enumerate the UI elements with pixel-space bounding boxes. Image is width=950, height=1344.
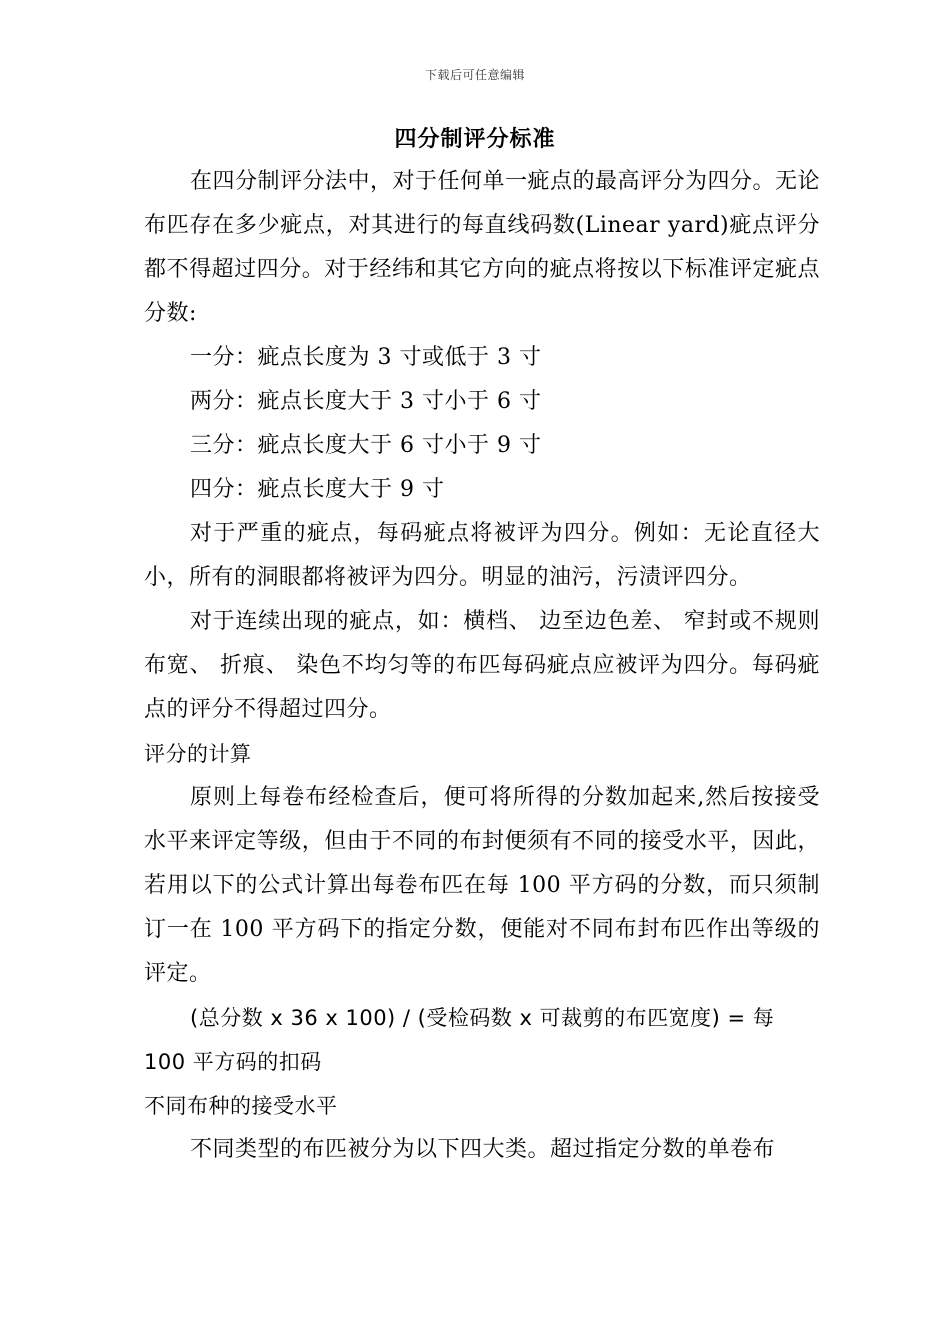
calc-heading: 评分的计算 bbox=[144, 742, 252, 766]
serious-defects-paragraph: 对于严重的疵点，每码疵点将被评为四分。例如：无论直径大小，所有的洞眼都将被评为四分。明显的油污，污渍评四分。 bbox=[144, 521, 820, 590]
page-title: 四分制评分标准 bbox=[394, 127, 556, 152]
acceptance-paragraph: 不同类型的布匹被分为以下四大类。超过指定分数的单卷布 bbox=[190, 1137, 776, 1162]
score-item-three: 三分：疵点长度大于 6 寸小于 9 寸 bbox=[190, 433, 542, 458]
intro-paragraph: 在四分制评分法中，对于任何单一疵点的最高评分为四分。无论布匹存在多少疵点，对其进行的每直线码数(Linear yard)疵点评分都不得超过四分。对于经纬和其它方向的疵点将按以下标准评定疵点分数: bbox=[144, 169, 821, 326]
score-item-one: 一分：疵点长度为 3 寸或低于 3 寸 bbox=[190, 345, 542, 370]
header-note: 下载后可任意编辑 bbox=[424, 68, 525, 82]
score-item-two: 两分：疵点长度大于 3 寸小于 6 寸 bbox=[190, 389, 542, 414]
calc-paragraph: 原则上每卷布经检查后，便可将所得的分数加起来,然后按接受水平来评定等级，但由于不同的布封便须有不同的接受水平，因此，若用以下的公式计算出每卷布匹在每 100 平方码的分数，而只须制订一在 100 平方码下的指定分数，便能对不同布封布匹作出等级的评定。 bbox=[144, 785, 820, 986]
continuous-defects-paragraph: 对于连续出现的疵点，如：横档、 边至边色差、 窄封或不规则布宽、 折痕、 染色不均匀等的布匹每码疵点应被评为四分。每码疵点的评分不得超过四分。 bbox=[144, 609, 820, 722]
formula: (总分数 x 36 x 100) / (受检码数 x 可裁剪的布匹宽度) = 每 100 平方码的扣码 bbox=[144, 1006, 775, 1074]
document-body bbox=[144, 160, 820, 1172]
acceptance-heading: 不同布种的接受水平 bbox=[144, 1094, 338, 1118]
score-item-four: 四分：疵点长度大于 9 寸 bbox=[190, 477, 445, 502]
